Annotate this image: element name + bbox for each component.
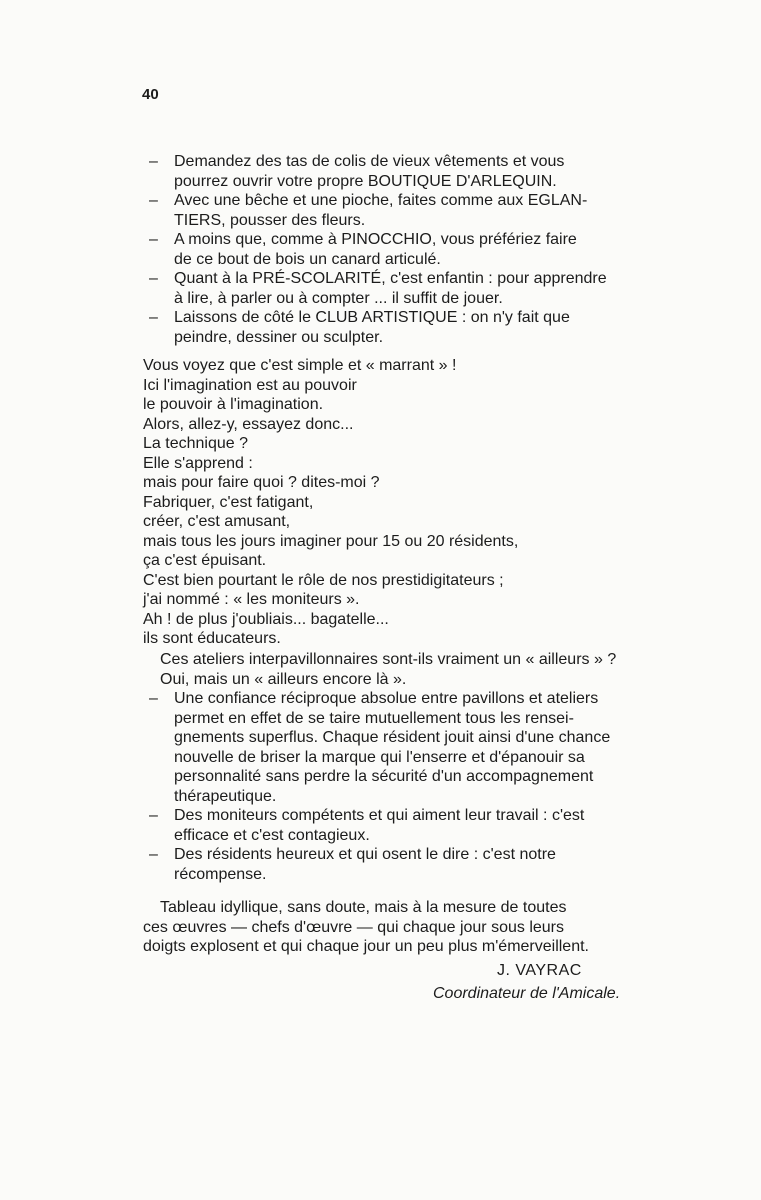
item-line: Quant à la PRÉ-SCOLARITÉ, c'est enfantin : pour apprendre	[174, 270, 607, 287]
list-item	[143, 230, 671, 269]
dash-marker: –	[149, 231, 158, 248]
dash-marker: –	[149, 807, 158, 824]
list-item	[143, 191, 671, 230]
closing-line: Tableau idyllique, sans doute, mais à la mesure de toutes	[160, 899, 567, 916]
item-line: thérapeutique.	[174, 787, 277, 805]
item-line: pourrez ouvrir votre propre BOUTIQUE D'ARLEQUIN.	[174, 172, 557, 190]
closing-line: ces œuvres — chefs d'œuvre — qui chaque jour sous leurs	[143, 918, 564, 936]
poem-line: Ah ! de plus j'oubliais... bagatelle...	[143, 610, 389, 628]
poem	[143, 356, 671, 649]
workshop-list	[143, 152, 671, 347]
poem-line: créer, c'est amusant,	[143, 513, 291, 530]
dash-marker: –	[149, 153, 158, 170]
list-item	[143, 845, 671, 884]
page-number: 40	[142, 86, 159, 103]
poem-line: ça c'est épuisant.	[143, 552, 267, 569]
poem-line: j'ai nommé : « les moniteurs ».	[143, 591, 360, 608]
item-line: nouvelle de briser la marque qui l'enserre et d'épanouir sa	[174, 748, 585, 766]
poem-line: Alors, allez-y, essayez donc...	[143, 415, 354, 433]
item-line: personnalité sans perdre la sécurité d'un accompagnement	[174, 768, 594, 785]
poem-line: Fabriquer, c'est fatigant,	[143, 493, 314, 511]
item-line: Laissons de côté le CLUB ARTISTIQUE : on n'y fait que	[174, 309, 570, 326]
poem-line: le pouvoir à l'imagination.	[143, 396, 324, 413]
poem-line: C'est bien pourtant le rôle de nos prestidigitateurs ;	[143, 571, 504, 589]
dash-marker: –	[149, 309, 158, 326]
item-line: de ce bout de bois un canard articulé.	[174, 250, 441, 268]
item-line: Des résidents heureux et qui osent le dire : c'est notre	[174, 846, 556, 863]
item-line: efficace et c'est contagieux.	[174, 826, 370, 844]
list-item	[143, 806, 671, 845]
poem-line: Ici l'imagination est au pouvoir	[143, 376, 357, 394]
poem-line: La technique ?	[143, 435, 248, 452]
item-line: TIERS, pousser des fleurs.	[174, 211, 366, 229]
poem-line: ils sont éducateurs.	[143, 630, 281, 647]
item-line: A moins que, comme à PINOCCHIO, vous préfériez faire	[174, 231, 577, 248]
item-line: permet en effet de se taire mutuellement tous les rensei-	[174, 709, 574, 727]
list-item	[143, 308, 671, 347]
answer-line: Oui, mais un « ailleurs encore là ».	[160, 670, 407, 688]
closing-line: doigts explosent et qui chaque jour un peu plus m'émerveillent.	[143, 938, 589, 955]
ateliers-section	[143, 650, 671, 884]
signature-title: Coordinateur de l'Amicale.	[433, 985, 621, 1002]
item-line: à lire, à parler ou à compter ... il suffit de jouer.	[174, 289, 503, 307]
poem-line: mais tous les jours imaginer pour 15 ou 20 résidents,	[143, 532, 519, 550]
item-line: peindre, dessiner ou sculpter.	[174, 328, 384, 346]
poem-line: mais pour faire quoi ? dites-moi ?	[143, 474, 380, 491]
dash-marker: –	[149, 270, 158, 287]
list-item	[143, 689, 671, 806]
item-line: Demandez des tas de colis de vieux vêtements et vous	[174, 153, 565, 170]
poem-line: Vous voyez que c'est simple et « marrant » !	[143, 357, 457, 374]
list-item	[143, 269, 671, 308]
signature-name: J. VAYRAC	[497, 962, 582, 979]
item-line: gnements superflus. Chaque résident jouit ainsi d'une chance	[174, 729, 611, 746]
item-line: Une confiance réciproque absolue entre pavillons et ateliers	[174, 690, 599, 707]
list-item	[143, 152, 671, 191]
dash-marker: –	[149, 192, 158, 209]
closing-paragraph	[143, 898, 671, 957]
item-line: Avec une bêche et une pioche, faites comme aux EGLAN-	[174, 192, 588, 209]
dash-marker: –	[149, 846, 158, 863]
dash-marker: –	[149, 690, 158, 707]
poem-line: Elle s'apprend :	[143, 454, 253, 472]
item-line: Des moniteurs compétents et qui aiment leur travail : c'est	[174, 807, 585, 824]
question-line: Ces ateliers interpavillonnaires sont-ils vraiment un « ailleurs » ?	[160, 651, 617, 668]
item-line: récompense.	[174, 865, 267, 883]
